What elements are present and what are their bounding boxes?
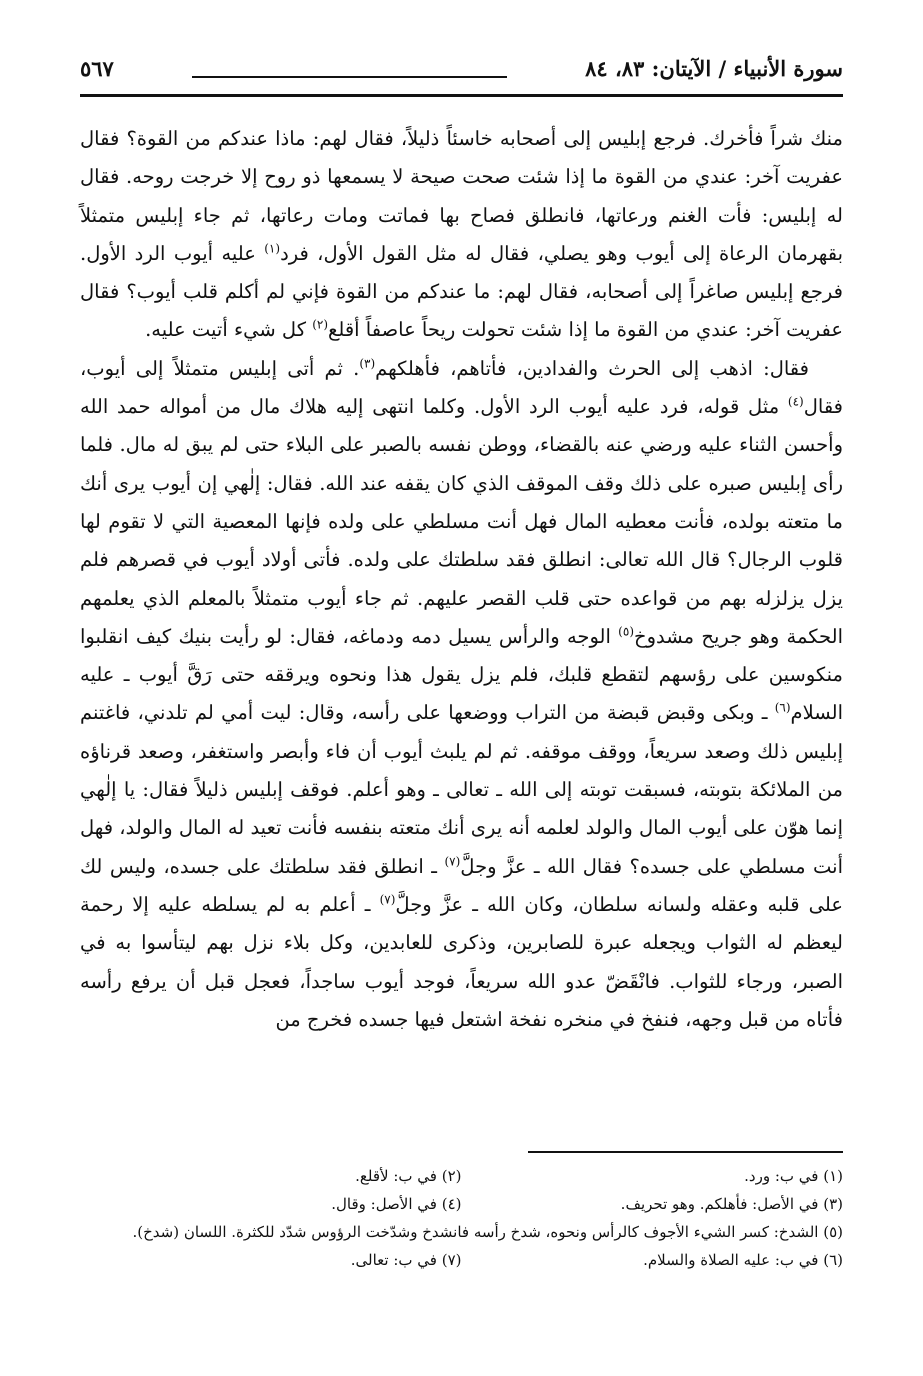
footnote-ref: (٧): [444, 854, 461, 869]
footnote-ref: (٥): [618, 624, 634, 639]
page-header: [80, 56, 843, 96]
footnote-ref: (٢): [312, 317, 329, 332]
footnote-2: (٢) في ب: لأقلع.: [355, 1167, 462, 1185]
footnote-7: (٧) في ب: تعالى.: [350, 1251, 462, 1269]
footnote-4: (٤) في الأصل: وقال.: [331, 1195, 462, 1213]
footnote-ref: (١): [264, 241, 281, 256]
footnote-ref: (٣): [359, 356, 376, 371]
footnote-5: (٥) الشدخ: كسر الشيء الأجوف كالرأس ونحوه، شدخ رأسه فانشدخ وشدّخت الرؤوس شدّد للكثرة. اللسان (شدخ).: [132, 1223, 843, 1241]
footnote-1: (١) في ب: ورد.: [744, 1167, 843, 1185]
footnote-row: [80, 1190, 843, 1218]
main-text: [80, 120, 843, 1039]
footnote-ref: (٧): [379, 892, 396, 907]
footnote-row: [80, 1246, 843, 1274]
footnote-3: (٣) في الأصل: فأهلكم. وهو تحريف.: [620, 1195, 843, 1213]
page-number: ٥٦٧: [80, 56, 114, 81]
header-rule: [80, 94, 843, 97]
paragraph-2: فقال: اذهب إلى الحرث والفدادين، فأتاهم، فأهلكهم$^{(٣)}$. ثم أتى إبليس متمثلاً إلى أيوب، فقال$^{(٤)}$ مثل قوله، فرد عليه أيوب الرد الأول. وكلما انتهى إليه هلاك مال من أمواله حمد الله وأحسن الثناء عليه ورضي عنه بالقضاء، ووطن نفسه بالصبر على البلاء حتى لم يبق له مال. فلما رأى إبليس صبره على ذلك وقف الموقف الذي كان يقفه عند الله. فقال: إلٰهي إن أيوب يرى أنك ما متعته بولده، فأنت معطيه المال فهل أنت مسلطي على ولده فإنها المعصية التي لا تقوم لها قلوب الرجال؟ قال الله تعالى: انطلق فقد سلطتك على ولده. فأتى أولاد أيوب في قصرهم فلم يزل يزلزله بهم من قواعده حتى قلب القصر عليهم. ثم جاء أيوب متمثلاً بالمعلم الذي يعلمهم الحكمة وهو جريح مشدوخ$^{(٥)}$ الوجه والرأس يسيل دمه ودماغه، فقال: لو رأيت بنيك كيف انقلبوا منكوسين على رؤسهم لتقطع قلبك، فلم يزل يقول هذا ونحوه ويرققه حتى رَقَّ أيوب ـ عليه السلام$^{(٦)}$ ـ وبكى وقبض قبضة من التراب ووضعها على رأسه، وقال: ليت أمي لم تلدني، فاغتنم إبليس ذلك وصعد سريعاً، ووقف موقفه. ثم لم يلبث أيوب أن فاء وأبصر واستغفر، وصعد قرناؤه من الملائكة بتوبته، فسبقت توبته إلى الله ـ تعالى ـ وهو أعلم. فوقف إبليس ذليلاً فقال: يا إلٰهي إنما هوّن على أيوب المال والولد لعلمه أنه يرى أنك متعته بنفسه فأنت تعيد له المال والولد، فهل أنت مسلطي على جسده؟ فقال الله ـ عزَّ وجلَّ$^{(٧)}$ ـ انطلق فقد سلطتك على جسده، وليس لك على قلبه وعقله ولسانه سلطان، وكان الله ـ عزَّ وجلَّ$^{(٧)}$ ـ أعلم به لم يسلطه عليه إلا رحمة ليعظم له الثواب ويجعله عبرة للصابرين، وذكرى للعابدين، وكل بلاء نزل بهم ليتأسوا به في الصبر، ورجاء للثواب. فانْقَضّ عدو الله سريعاً، فوجد أيوب ساجداً، فعجل قبل أن يرفع رأسه فأتاه من قبل وجهه، فنفخ في منخره نفخة اشتعل فيها جسده فخرج من: [80, 356, 843, 1031]
footnote-ref: (٦): [774, 700, 791, 715]
footnote-separator: [528, 1151, 843, 1153]
running-title: سورة الأنبياء / الآيتان: ٨٣، ٨٤: [585, 56, 843, 81]
footnote-6: (٦) في ب: عليه الصلاة والسلام.: [643, 1251, 843, 1269]
footnotes: [80, 1162, 843, 1274]
footnote-ref: (٤): [787, 394, 804, 409]
paragraph-1: منك شراً فأخرك. فرجع إبليس إلى أصحابه خاسئاً ذليلاً، فقال لهم: ماذا عندكم من القوة؟ فقال عفريت آخر: عندي من القوة ما إذا شئت صحت صيحة لا يسمعها ذو روح إلا خرجت روحه. فقال له إبليس: فأت الغنم ورعاتها، فانطلق فصاح بها فماتت ومات رعاتها، ثم جاء إبليس متمثلاً بقهرمان الرعاة إلى أيوب وهو يصلي، فقال له مثل القول الأول، فرد$^{(١)}$ عليه أيوب الرد الأول. فرجع إبليس صاغراً إلى أصحابه، فقال لهم: ما عندكم من القوة فإني لم أكلم قلب أيوب؟ فقال عفريت آخر: عندي من القوة ما إذا شئت تحولت ريحاً عاصفاً أقلع$^{(٢)}$ كل شيء أتيت عليه.: [80, 127, 844, 342]
footnote-row: [80, 1162, 843, 1190]
header-leader-line: [192, 76, 507, 78]
